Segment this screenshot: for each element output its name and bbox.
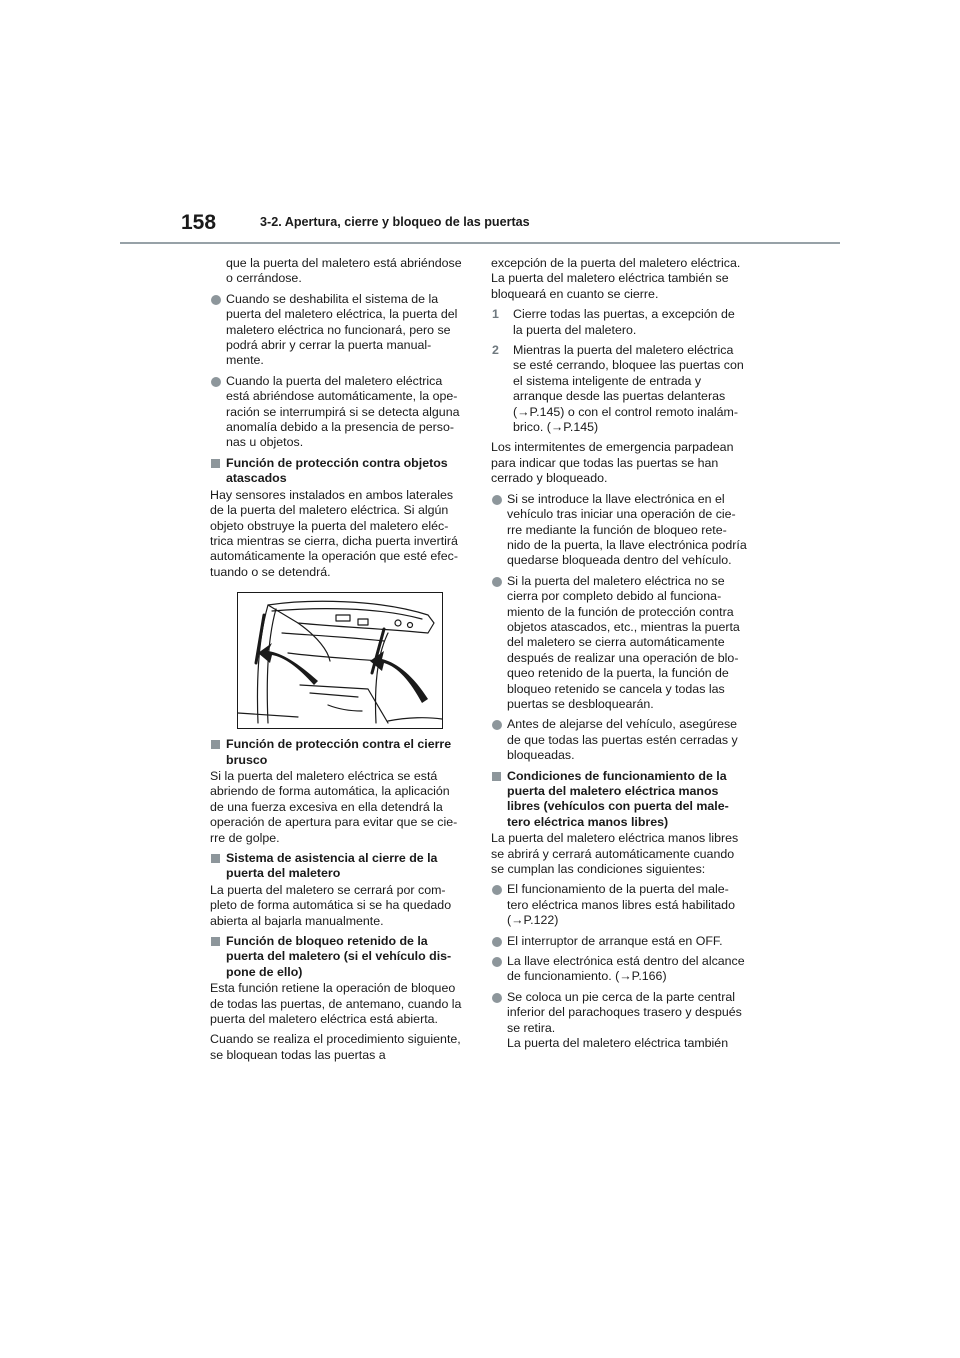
bullet-item bbox=[210, 292, 466, 369]
square-marker-icon bbox=[492, 772, 501, 781]
trunk-door-sensor-illustration bbox=[237, 592, 443, 729]
bullet-text: Si se introduce la llave electrónica en el vehículo tras iniciar una operación de cie- rre mediante la función de bloqueo rete- nido de la puerta, la llave electrónica podría quedarse bloqueada dentro del vehículo. bbox=[507, 491, 747, 568]
paragraph: Esta función retiene la operación de bloqueo de todas las puertas, de antemano, cuando la puerta del maletero eléctrica está abierta. bbox=[210, 981, 462, 1027]
bullet-dot-icon bbox=[492, 885, 502, 895]
bullet-item bbox=[491, 882, 747, 928]
subsection-heading bbox=[210, 737, 466, 768]
square-marker-icon bbox=[211, 459, 220, 468]
paragraph: Hay sensores instalados en ambos laterales de la puerta del maletero eléctrica. Si algún objeto obstruye la puerta del maletero eléc- trica mientras se cierra, dicha puerta invertirá automáticamente la operación que esté efec- tuando o se detendrá. bbox=[210, 487, 458, 579]
page-header bbox=[0, 0, 960, 250]
square-marker-icon bbox=[211, 854, 220, 863]
subsection-heading bbox=[210, 456, 466, 487]
bullet-dot-icon bbox=[492, 720, 502, 730]
bullet-dot-icon bbox=[492, 495, 502, 505]
bullet-text-continued: La puerta del maletero eléctrica también bbox=[507, 1036, 729, 1051]
bullet-item bbox=[491, 954, 747, 985]
bullet-dot-icon bbox=[211, 295, 221, 305]
bullet-text: Si la puerta del maletero eléctrica no se cierra por completo debido al funciona- miento de la función de protección contra objetos atascados, etc., mientras la puerta del maletero se cierra automáticamente después de realizar una operación de blo- queo retenido de la puerta, la función de bloqueo retenido se cancela y todas las puertas se desbloquearán. bbox=[507, 573, 740, 711]
step-text: Mientras la puerta del maletero eléctrica se esté cerrando, bloquee las puertas con el sistema inteligente de entrada y arranque desde las puertas delanteras (→P.145) o con el control remoto inalám- brico. (→P.145) bbox=[513, 343, 744, 435]
right-column bbox=[491, 256, 747, 1057]
bullet-dot-icon bbox=[492, 957, 502, 967]
step-item bbox=[491, 343, 747, 435]
bullet-item bbox=[491, 574, 747, 713]
heading-text: Función de protección contra objetos atascados bbox=[226, 455, 448, 486]
bullet-item bbox=[491, 717, 747, 763]
subsection-heading bbox=[210, 934, 466, 980]
bullet-item bbox=[491, 990, 747, 1052]
paragraph: que la puerta del maletero está abriéndose o cerrándose. bbox=[226, 256, 462, 286]
step-item bbox=[491, 307, 747, 338]
heading-text: Sistema de asistencia al cierre de la puerta del maletero bbox=[226, 850, 438, 881]
bullet-text: Antes de alejarse del vehículo, asegúrese de que todas las puertas estén cerradas y bloqueadas. bbox=[507, 717, 738, 763]
bullet-text: Cuando se deshabilita el sistema de la puerta del maletero eléctrica, la puerta del maletero eléctrica no funcionará, pero se podrá abrir y cerrar la puerta manual- mente. bbox=[226, 291, 458, 368]
paragraph: La puerta del maletero eléctrica manos libres se abrirá y cerrará automáticamente cuando se cumplan las condiciones siguientes: bbox=[491, 831, 739, 877]
paragraph: La puerta del maletero se cerrará por com- pleto de forma automática si se ha quedado abierta al bajarla manualmente. bbox=[210, 882, 452, 928]
left-column bbox=[210, 256, 466, 1068]
bullet-text: La llave electrónica está dentro del alcance de funcionamiento. (→P.166) bbox=[507, 954, 745, 984]
square-marker-icon bbox=[211, 740, 220, 749]
page-number: 158 bbox=[181, 211, 217, 234]
paragraph: Cuando se realiza el procedimiento siguiente, se bloquean todas las puertas a bbox=[210, 1032, 461, 1062]
bullet-dot-icon bbox=[492, 993, 502, 1003]
bullet-text: Se coloca un pie cerca de la parte central inferior del parachoques trasero y después se retira. bbox=[507, 989, 742, 1035]
bullet-dot-icon bbox=[492, 577, 502, 587]
bullet-dot-icon bbox=[211, 377, 221, 387]
trunk-door-sensor-icon bbox=[238, 593, 442, 728]
step-text: Cierre todas las puertas, a excepción de la puerta del maletero. bbox=[513, 307, 735, 337]
paragraph: excepción de la puerta del maletero eléctrica. La puerta del maletero eléctrica también se bloqueará en cuanto se cierre. bbox=[491, 256, 741, 301]
bullet-item bbox=[210, 374, 466, 451]
bullet-item bbox=[491, 492, 747, 569]
bullet-dot-icon bbox=[492, 937, 502, 947]
bullet-text: Cuando la puerta del maletero eléctrica está abriéndose automáticamente, la ope- ración se interrumpirá si se detecta alguna anomalía debido a la presencia de perso- nas u objetos. bbox=[226, 373, 460, 450]
heading-text: Función de protección contra el cierre brusco bbox=[226, 737, 452, 767]
bullet-item bbox=[491, 934, 747, 949]
heading-text: Condiciones de funcionamiento de la puerta del maletero eléctrica manos libres (vehículos con puerta del male- tero eléctrica manos libres) bbox=[507, 768, 729, 829]
square-marker-icon bbox=[211, 937, 220, 946]
bullet-text: El funcionamiento de la puerta del male- tero eléctrica manos libres está habilitado (→P.122) bbox=[507, 882, 735, 928]
step-number: 1 bbox=[492, 307, 499, 322]
paragraph: Los intermitentes de emergencia parpadean para indicar que todas las puertas se han cerrado y bloqueado. bbox=[491, 440, 734, 486]
header-divider bbox=[120, 242, 840, 244]
paragraph: Si la puerta del maletero eléctrica se está abriendo de forma automática, la aplicación de una fuerza excesiva en ella detendrá la operación de apertura para evitar que se cie- rre de golpe. bbox=[210, 768, 458, 845]
section-title: 3-2. Apertura, cierre y bloqueo de las puertas bbox=[260, 215, 530, 229]
step-number: 2 bbox=[492, 343, 499, 358]
subsection-heading bbox=[210, 851, 466, 882]
subsection-heading bbox=[491, 769, 747, 831]
bullet-text: El interruptor de arranque está en OFF. bbox=[507, 933, 723, 948]
heading-text: Función de bloqueo retenido de la puerta del maletero (si el vehículo dis- pone de ello) bbox=[226, 934, 452, 979]
